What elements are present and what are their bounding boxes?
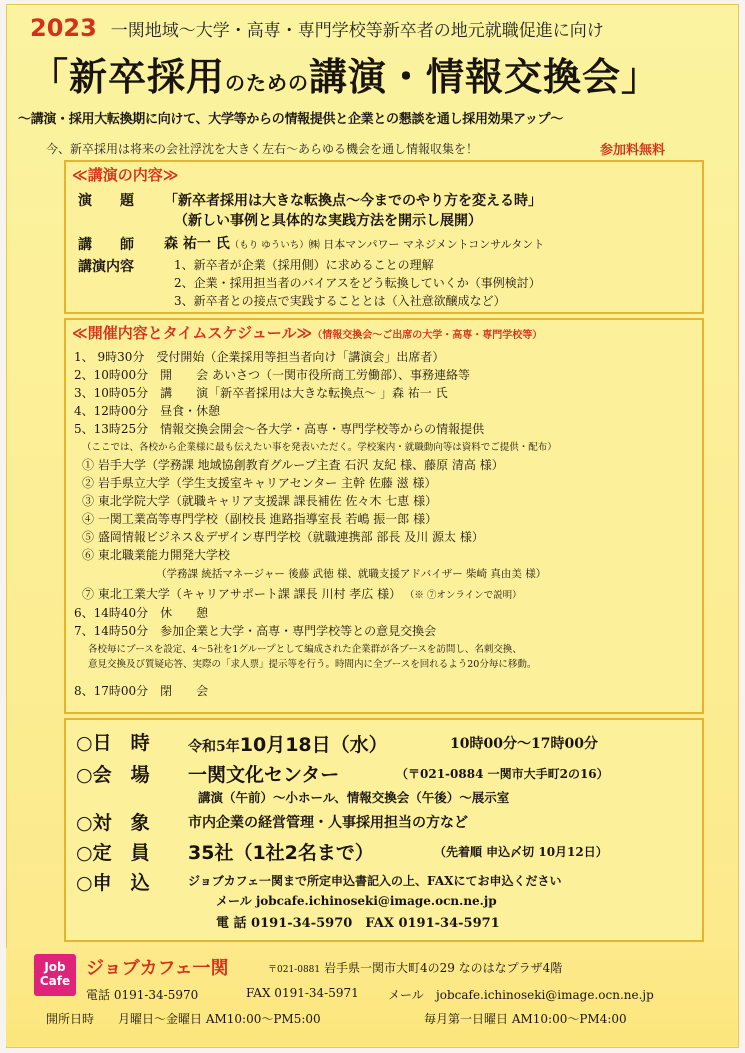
lecture-heading: ≪講演の内容≫ xyxy=(72,166,179,184)
apply-mail: メール jobcafe.ichinoseki@image.ocn.ne.jp xyxy=(216,894,497,908)
content-item: 1、新卒者が企業（採用側）に求めることの理解 xyxy=(174,258,434,272)
top-subtitle: 一関地域〜大学・高専・専門学校等新卒者の地元就職促進に向け xyxy=(110,21,604,41)
schedule-note1: （ここでは、各校から企業様に最も伝えたい事を発表いただく。学校案内・就職動向等は資料でご提供・配布） xyxy=(82,442,557,453)
venue-address: （〒021-0884 一関市大手町2の16） xyxy=(396,767,609,781)
title-main: 「新卒採用 xyxy=(30,55,226,99)
content-item: 3、新卒者との接点で実践することとは（入社意欲醸成など） xyxy=(174,294,506,308)
schedule-heading xyxy=(72,322,542,343)
school7: ⑦ 東北工業大学（キャリアサポート課 課長 川村 孝広 様） xyxy=(82,587,402,601)
footer-zip: 〒021-0881 xyxy=(268,965,321,975)
school6-detail: （学務課 統括マネージャー 後藤 武徳 様、就職支援アドバイザー 柴崎 真由美 様） xyxy=(156,568,547,580)
speaker-name: 森 祐一 氏 xyxy=(164,236,230,252)
footer-hours-label: 開所日時 xyxy=(46,1012,95,1026)
event-time: 10時00分〜17時00分 xyxy=(450,736,598,752)
schedule-item: 7、14時50分 参加企業と大学・高専・専門学校等との意見交換会 xyxy=(74,624,437,638)
capacity-note: （先着順 申込〆切 10月12日） xyxy=(434,845,608,859)
schedule-item: 5、13時25分 情報交換会開会〜各大学・高専・専門学校等からの情報提供 xyxy=(74,422,485,436)
event-info-box xyxy=(64,718,704,942)
footer-mail: jobcafe.ichinoseki@image.ocn.ne.jp xyxy=(436,988,654,1002)
footer-mail-label: メール xyxy=(388,988,424,1002)
schedule-item: 2、10時00分 開 会 あいさつ（一関市役所商工労働部）、事務連絡等 xyxy=(74,368,470,382)
tagline: 〜講演・採用大転換期に向けて、大学等からの情報提供と企業との懇談を通し採用効果アップ〜 xyxy=(18,112,563,127)
school-item: ① 岩手大学（学務課 地域協創教育グループ主査 石沢 友紀 様、藤原 清高 様） xyxy=(82,458,504,472)
target-label: ○対 象 xyxy=(76,812,150,834)
apply-label: ○申 込 xyxy=(76,872,150,894)
lead-text: 今、新卒採用は将来の会社浮沈を大きく左右〜あらゆる機会を通し情報収集を！ xyxy=(46,142,479,156)
school-item: ⑤ 盛岡情報ビジネス＆デザイン専門学校（就職連携部 部長 及川 源太 様） xyxy=(82,530,484,544)
venue-label: ○会 場 xyxy=(76,764,150,786)
schedule-note2: 各校毎にブースを設定、4〜5社を1グループとして編成された企業群が各ブースを訪問し、名刺交換、 xyxy=(88,644,522,655)
venue: 一関文化センター xyxy=(188,764,340,786)
footer-address xyxy=(268,959,562,976)
schedule-item: 6、14時40分 休 憩 xyxy=(74,606,209,620)
job-cafe-logo: Job Cafe xyxy=(34,954,76,996)
capacity-label: ○定 員 xyxy=(76,842,150,864)
venue-rooms: 講演（午前）〜小ホール、情報交換会（午後）〜展示室 xyxy=(198,790,510,805)
schedule-item: 1、 9時30分 受付開始（企業採用等担当者向け「講演会」出席者） xyxy=(74,350,445,364)
speaker-label: 講 師 xyxy=(78,237,134,253)
lecture-box xyxy=(64,160,704,314)
footer-fax: FAX 0191-34-5971 xyxy=(246,986,359,1000)
school7-note: （※ ⑦オンラインで説明） xyxy=(404,590,522,601)
fee-badge: 参加料無料 xyxy=(600,143,666,158)
footer-hours1: 月曜日〜金曜日 AM10:00〜PM5:00 xyxy=(118,1012,321,1026)
footer-tel: 電話 0191-34-5970 xyxy=(86,988,199,1002)
footer-hours2: 毎月第一日曜日 AM10:00〜PM4:00 xyxy=(424,1012,627,1026)
speaker-org: ㈱ 日本マンパワー マネジメントコンサルタント xyxy=(308,238,545,251)
topic: 「新卒者採用は大きな転換点〜今までのやり方を変える時」 xyxy=(164,193,542,209)
school-item xyxy=(82,585,522,602)
schedule-note2: 意見交換及び質疑応答、実際の「求人票」提示等を行う。時間内に全ブースを回れるよう20分毎に移動。 xyxy=(88,659,537,670)
content-label: 講演内容 xyxy=(78,259,134,275)
page-title xyxy=(30,46,720,102)
date-label: ○日 時 xyxy=(76,732,150,754)
school-item: ④ 一関工業高等専門学校（副校長 進路指導室長 若嶋 振一郎 様） xyxy=(82,512,438,526)
schedule-note: （情報交換会〜ご出席の大学・高専・専門学校等） xyxy=(312,330,543,341)
schedule-item: 8、17時00分 閉 会 xyxy=(74,684,209,698)
topic-sub: （新しい事例と具体的な実践方法を開示し展開） xyxy=(174,213,482,229)
year: 2023 xyxy=(30,14,97,42)
schedule-box xyxy=(64,318,704,714)
speaker-reading: （もり ゆういち） xyxy=(229,240,309,251)
footer-addr-text: 岩手県一関市大町4の29 なのはなプラザ4階 xyxy=(323,961,563,975)
capacity: 35社（1社2名まで） xyxy=(188,842,374,864)
content-item: 2、企業・採用担当者のバイアスをどう転換していくか（事例検討） xyxy=(174,276,541,290)
school-item: ② 岩手県立大学（学生支援室キャリアセンター 主幹 佐藤 滋 様） xyxy=(82,476,437,490)
top-line xyxy=(30,14,710,40)
schedule-item: 3、10時05分 講 演「新卒者採用は大きな転換点〜 」森 祐一 氏 xyxy=(74,386,448,400)
date-era: 令和5年 xyxy=(188,739,240,755)
apply-tel: 電 話 0191-34-5970 FAX 0191-34-5971 xyxy=(216,916,500,931)
target: 市内企業の経営管理・人事採用担当の方など xyxy=(188,815,468,831)
title-small: のための xyxy=(225,71,310,95)
brand-name: ジョブカフェ一関 xyxy=(86,958,229,979)
school-item: ③ 東北学院大学（就職キャリア支援課 課長補佐 佐々木 七恵 様） xyxy=(82,494,438,508)
schedule-title: ≪開催内容とタイムスケジュール≫ xyxy=(72,324,313,342)
apply-text: ジョブカフェ一関まで所定申込書記入の上、FAXにてお申込ください xyxy=(188,874,562,888)
title-end: 講演・情報交換会」 xyxy=(309,55,661,99)
school-item: ⑥ 東北職業能力開発大学校 xyxy=(82,548,230,562)
event-date: 10月18日（水） xyxy=(239,734,388,756)
topic-label: 演 題 xyxy=(78,193,134,209)
schedule-item: 4、12時00分 昼食・休憩 xyxy=(74,404,221,418)
